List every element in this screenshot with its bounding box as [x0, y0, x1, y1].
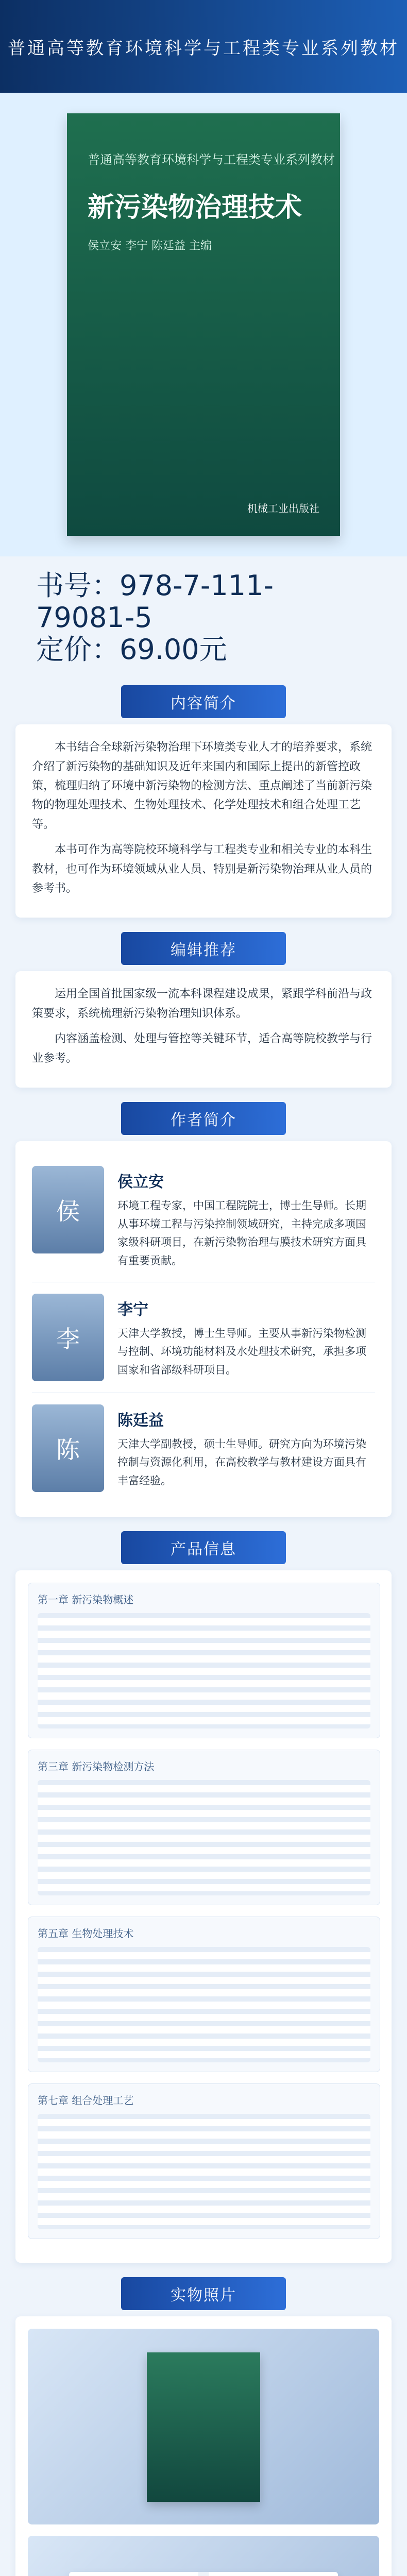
- authors-title: 作者简介: [121, 1102, 286, 1135]
- product-page: [28, 2083, 380, 2239]
- price-text: 定价：69.00元: [36, 633, 227, 666]
- page-mockup: [38, 1613, 370, 1728]
- intro-paragraph-1: 本书结合全球新污染物治理下环境类专业人才的培养要求，系统介绍了新污染物的基础知识及近年来国内和国际上提出的新管控政策，梳理归纳了环境中新污染物的检测方法、重点阐述了当前新污染物的物理处理技术、生物处理技术、化学处理技术和组合处理工艺等。: [32, 741, 372, 831]
- photos-card: [15, 2316, 392, 2576]
- product-page: [28, 1750, 380, 1905]
- author-item: [32, 1155, 375, 1282]
- recommend-title: 编辑推荐: [121, 932, 286, 965]
- author-description: 天津大学副教授，硕士生导师。研究方向为环境污染控制与资源化利用，在高校教学与教材建设方面具有丰富经验。: [117, 1437, 366, 1487]
- author-name: 侯立安: [117, 1173, 164, 1191]
- book-icon: [147, 2352, 260, 2502]
- top-banner: [0, 0, 407, 93]
- product-page: [28, 1917, 380, 2072]
- book-cover: [67, 113, 340, 536]
- product-label: 第一章 新污染物概述: [38, 1593, 134, 1606]
- author-description: 天津大学教授，博士生导师。主要从事新污染物检测与控制、环境功能材料及水处理技术研究，承担多项国家和省部级科研项目。: [117, 1327, 366, 1377]
- cover-title: 新污染物治理技术: [88, 192, 302, 223]
- page-mockup: [38, 1780, 370, 1895]
- products-card: [15, 1570, 392, 2263]
- cover-publisher: 机械工业出版社: [247, 502, 319, 515]
- photos-title: 实物照片: [121, 2277, 286, 2310]
- author-description: 环境工程专家，中国工程院院士，博士生导师。长期从事环境工程与污染控制领域研究，主持完成多项国家级科研项目，在新污染物治理与膜技术研究方面具有重要贡献。: [117, 1199, 366, 1267]
- hero: [0, 93, 407, 556]
- photo-inner: [28, 2536, 379, 2576]
- page-mockup: [38, 2114, 370, 2229]
- author-name: 陈廷益: [117, 1411, 164, 1430]
- open-book-icon: [69, 2572, 338, 2576]
- intro-title: 内容简介: [121, 685, 286, 718]
- isbn-text: 书号：978-7-111-79081-5: [36, 569, 274, 634]
- photo-cover: [28, 2329, 379, 2524]
- intro-card: [15, 724, 392, 918]
- recommend-paragraph-1: 运用全国首批国家级一流本科课程建设成果，紧跟学科前沿与政策要求，系统梳理新污染物治理知识体系。: [32, 988, 372, 1020]
- avatar: 陈: [32, 1404, 104, 1492]
- page-mockup: [38, 1947, 370, 2062]
- avatar: 侯: [32, 1166, 104, 1253]
- recommend-paragraph-2: 内容涵盖检测、处理与管控等关键环节，适合高等院校教学与行业参考。: [32, 1032, 372, 1065]
- avatar: 李: [32, 1294, 104, 1381]
- product-label: 第五章 生物处理技术: [38, 1927, 134, 1940]
- banner-title: 普通高等教育环境科学与工程类专业系列教材: [8, 38, 399, 59]
- author-name: 李宁: [117, 1300, 148, 1319]
- book-meta: [0, 556, 407, 671]
- cover-series: 普通高等教育环境科学与工程类专业系列教材: [88, 152, 335, 167]
- author-item: [32, 1393, 375, 1503]
- author-item: [32, 1282, 375, 1393]
- product-label: 第七章 组合处理工艺: [38, 2094, 134, 2107]
- product-label: 第三章 新污染物检测方法: [38, 1760, 155, 1773]
- recommend-card: [15, 971, 392, 1088]
- product-page: [28, 1583, 380, 1738]
- authors-card: [15, 1141, 392, 1517]
- intro-paragraph-2: 本书可作为高等院校环境科学与工程类专业和相关专业的本科生教材，也可作为环境领域从业人员、特别是新污染物治理从业人员的参考书。: [32, 843, 372, 895]
- cover-authors: 侯立安 李宁 陈廷益 主编: [88, 240, 212, 252]
- products-title: 产品信息: [121, 1531, 286, 1564]
